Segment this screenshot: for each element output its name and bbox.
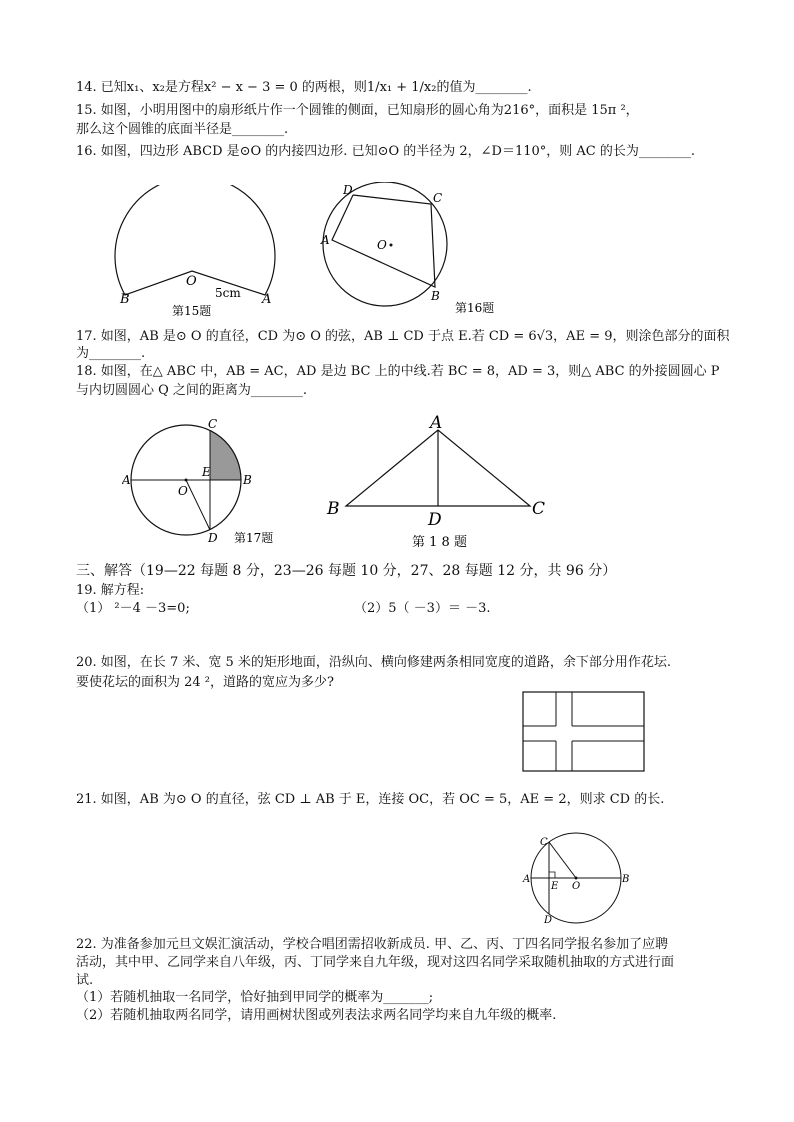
fig15-length: 5cm <box>215 286 241 300</box>
fig21-label-c: C <box>540 837 548 848</box>
fig16-label-c: C <box>433 191 443 205</box>
question-17-line2: 为________. <box>76 346 146 361</box>
question-19: 19. 解方程: <box>76 583 145 598</box>
question-22-part1: （1）若随机抽取一名同学，恰好抽到甲同学的概率为_______; <box>76 990 434 1005</box>
fig18-label-a: A <box>430 413 443 433</box>
fig16-label-b: B <box>431 289 440 303</box>
question-20-line2: 要使花坛的面积为 24 ²，道路的宽应为多少? <box>76 675 334 690</box>
fig15-label-b: B <box>120 292 130 307</box>
fig17-caption: 第17题 <box>234 531 274 545</box>
fig15-label-a: A <box>262 292 272 307</box>
fig21-label-o: O <box>572 881 581 892</box>
fig17-label-c: C <box>208 417 218 431</box>
figure-15-sector <box>110 185 300 320</box>
fig15-label-o: O <box>186 274 197 289</box>
fig17-label-a: A <box>122 473 131 487</box>
question-22-line1: 22. 为准备参加元旦文娱汇演活动，学校合唱团需招收新成员. 甲、乙、丙、丁四名同学报名参加了应聘 <box>76 937 669 952</box>
fig16-label-d: D <box>343 183 353 197</box>
question-14: 14. 已知x₁、x₂是方程x² − x − 3 = 0 的两根，则1/x₁ + 1/x₂的值为________. <box>76 80 532 95</box>
figure-20-rectangle <box>522 691 646 773</box>
figure-16-circle <box>318 182 518 322</box>
fig17-label-o: O <box>178 484 188 498</box>
fig18-label-d: D <box>428 510 442 530</box>
question-19-part1: （1） ²－4 －3=0; <box>76 601 190 616</box>
question-18-line1: 18. 如图，在△ ABC 中，AB = AC，AD 是边 BC 上的中线.若 BC = 8，AD = 3，则△ ABC 的外接圆圆心 P <box>76 364 720 379</box>
fig21-label-b: B <box>622 874 630 885</box>
fig18-caption: 第 1 8 题 <box>412 535 467 550</box>
fig21-label-d: D <box>544 915 553 926</box>
question-22-part2: （2）若随机抽取两名同学，请用画树状图或列表法求两名同学均来自九年级的概率. <box>76 1008 557 1023</box>
question-15-line1: 15. 如图，小明用图中的扇形纸片作一个圆锥的侧面，已知扇形的圆心角为216°，面积是 15π ²， <box>76 103 639 118</box>
fig18-label-b: B <box>327 499 340 519</box>
fig17-label-d: D <box>208 531 218 545</box>
question-19-part2: （2）5（ －3）＝ －3. <box>354 601 491 616</box>
section-3-heading: 三、解答（19—22 每题 8 分，23—26 每题 10 分，27、28 每题 12 分，共 96 分） <box>76 563 617 579</box>
fig16-caption: 第16题 <box>455 301 495 315</box>
question-21: 21. 如图，AB 为⊙ O 的直径，弦 CD ⊥ AB 于 E，连接 OC，若 OC = 5，AE = 2，则求 CD 的长. <box>76 792 665 807</box>
question-18-line2: 与内切圆圆心 Q 之间的距离为________. <box>76 383 308 398</box>
fig17-label-b: B <box>243 473 252 487</box>
question-16: 16. 如图，四边形 ABCD 是⊙O 的内接四边形. 已知⊙O 的半径为 2，∠D＝110°，则 AC 的长为________. <box>76 144 696 159</box>
fig16-label-a: A <box>321 233 330 247</box>
fig21-label-a: A <box>523 874 531 885</box>
fig15-caption: 第15题 <box>172 304 212 318</box>
fig17-label-e: E <box>202 465 211 479</box>
figure-17-circle <box>122 412 312 552</box>
figure-18-triangle <box>322 412 557 554</box>
fig18-label-c: C <box>532 499 546 519</box>
question-17-line1: 17. 如图，AB 是⊙ O 的直径，CD 为⊙ O 的弦，AB ⊥ CD 于点 E.若 CD = 6√3，AE = 9，则涂色部分的面积 <box>76 329 730 344</box>
question-20-line1: 20. 如图，在长 7 米、宽 5 米的矩形地面，沿纵向、横向修建两条相同宽度的道路，余下部分用作花坛. <box>76 655 672 670</box>
question-15-line2: 那么这个圆锥的底面半径是________. <box>76 122 289 137</box>
fig16-label-o: O <box>377 238 387 252</box>
fig21-label-e: E <box>551 881 559 892</box>
question-22-line3: 试. <box>76 973 94 988</box>
figure-21-circle <box>520 832 635 928</box>
question-22-line2: 活动，其中甲、乙同学来自八年级，丙、丁同学来自九年级，现对这四名同学采取随机抽取的方式进行面 <box>76 955 675 970</box>
